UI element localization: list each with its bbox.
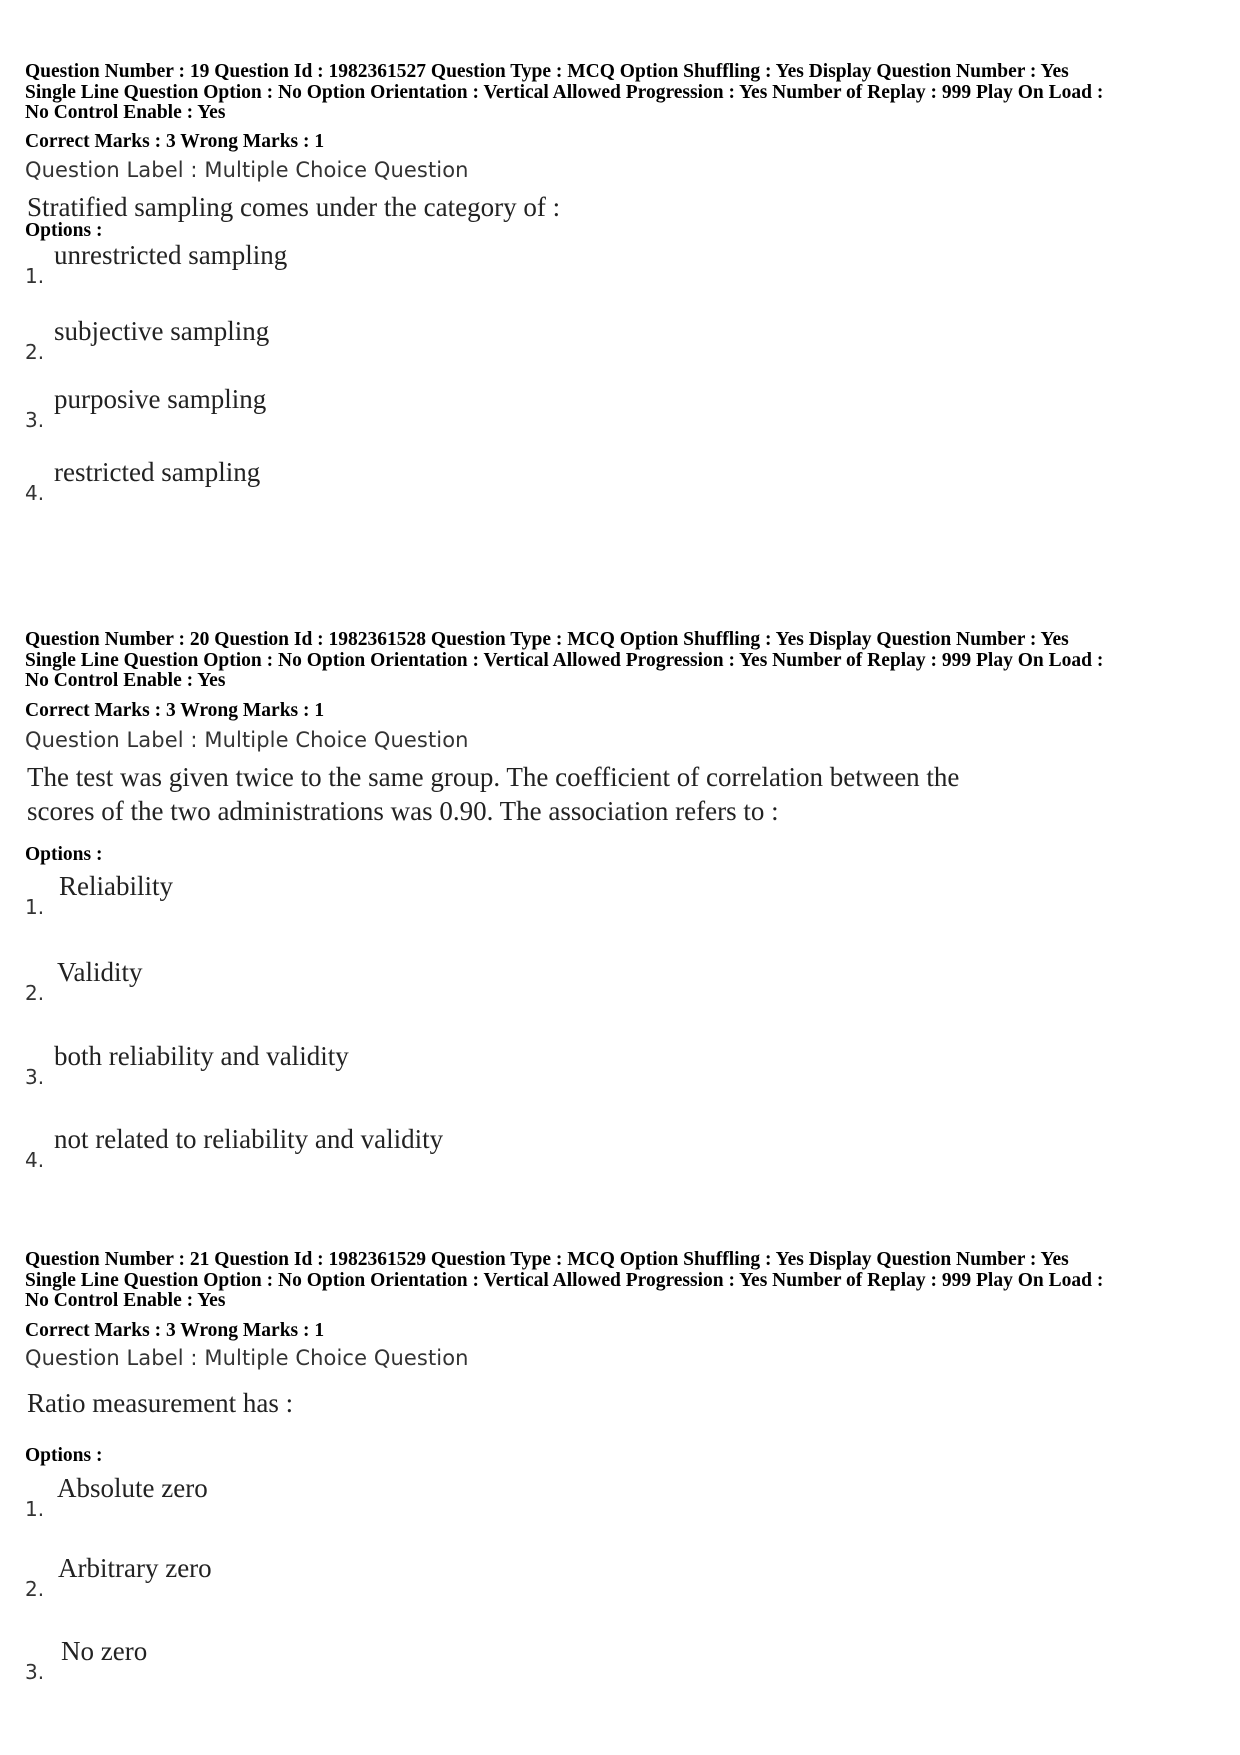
- question-text: [27, 190, 560, 224]
- option-1[interactable]: [25, 1473, 925, 1523]
- option-text: Reliability: [59, 871, 173, 901]
- question-text-line: Ratio measurement has :: [27, 1388, 294, 1418]
- question-label: Question Label : Multiple Choice Question: [25, 728, 469, 752]
- options-label: Options :: [25, 1445, 103, 1466]
- option-text: Absolute zero: [57, 1473, 208, 1503]
- option-text: Validity: [57, 957, 143, 987]
- option-number: 3.: [25, 1660, 45, 1684]
- meta-line: Question Number : 21 Question Id : 1982361529 Question Type : MCQ Option Shuffling : Yes Display Question Number : Yes: [25, 1249, 1069, 1270]
- option-number: 4.: [25, 481, 45, 505]
- question-text: [27, 1386, 293, 1420]
- option-1[interactable]: [25, 871, 925, 921]
- option-3[interactable]: [25, 384, 925, 434]
- question-block-19: [25, 61, 1220, 505]
- question-marks: Correct Marks : 3 Wrong Marks : 1: [25, 131, 325, 152]
- option-4[interactable]: [25, 457, 925, 507]
- meta-line: Single Line Question Option : No Option Orientation : Vertical Allowed Progression : Yes Number of Replay : 999 Play On Load :: [25, 81, 1104, 103]
- option-2[interactable]: [25, 957, 925, 1007]
- meta-line: Question Number : 20 Question Id : 1982361528 Question Type : MCQ Option Shuffling : Yes Display Question Number : Yes: [25, 629, 1069, 650]
- option-number: 3.: [25, 408, 45, 432]
- question-marks: Correct Marks : 3 Wrong Marks : 1: [25, 1320, 325, 1341]
- question-text-line: The test was given twice to the same group. The coefficient of correlation between the: [27, 762, 960, 792]
- option-text: both reliability and validity: [54, 1041, 349, 1071]
- option-text: unrestricted sampling: [54, 240, 288, 270]
- option-4[interactable]: [25, 1124, 925, 1174]
- option-text: purposive sampling: [54, 384, 267, 414]
- meta-line: No Control Enable : Yes: [25, 102, 226, 123]
- option-2[interactable]: [25, 316, 925, 366]
- option-number: 1.: [25, 264, 45, 288]
- question-text-line: scores of the two administrations was 0.90. The association refers to :: [27, 796, 779, 826]
- meta-line: Single Line Question Option : No Option Orientation : Vertical Allowed Progression : Yes Number of Replay : 999 Play On Load :: [25, 1269, 1104, 1291]
- option-number: 3.: [25, 1065, 45, 1089]
- option-number: 4.: [25, 1148, 45, 1172]
- meta-line: No Control Enable : Yes: [25, 1290, 226, 1311]
- options-label: Options :: [25, 844, 103, 865]
- option-2[interactable]: [25, 1553, 925, 1603]
- option-number: 2.: [25, 340, 45, 364]
- option-text: No zero: [61, 1636, 148, 1666]
- question-block-21: [25, 1249, 1220, 1684]
- option-text: not related to reliability and validity: [54, 1124, 444, 1154]
- question-meta: [25, 62, 1220, 124]
- option-text: Arbitrary zero: [58, 1553, 212, 1583]
- meta-line: No Control Enable : Yes: [25, 670, 226, 691]
- question-text-line: Stratified sampling comes under the category of :: [27, 192, 561, 222]
- option-1[interactable]: [25, 240, 925, 290]
- option-number: 2.: [25, 981, 45, 1005]
- option-3[interactable]: [25, 1041, 925, 1091]
- option-3[interactable]: [25, 1636, 925, 1686]
- meta-line: Question Number : 19 Question Id : 1982361527 Question Type : MCQ Option Shuffling : Yes Display Question Number : Yes: [25, 61, 1069, 82]
- option-number: 2.: [25, 1577, 45, 1601]
- option-number: 1.: [25, 895, 45, 919]
- meta-line: Single Line Question Option : No Option Orientation : Vertical Allowed Progression : Yes Number of Replay : 999 Play On Load :: [25, 649, 1104, 671]
- question-block-20: [25, 629, 1220, 1172]
- option-number: 1.: [25, 1497, 45, 1521]
- question-meta: [25, 630, 1220, 692]
- question-marks: Correct Marks : 3 Wrong Marks : 1: [25, 700, 325, 721]
- options-label: Options :: [25, 220, 103, 241]
- question-label: Question Label : Multiple Choice Question: [25, 158, 469, 182]
- question-text: [27, 760, 959, 828]
- question-meta: [25, 1250, 1220, 1312]
- option-text: restricted sampling: [54, 457, 261, 487]
- question-label: Question Label : Multiple Choice Question: [25, 1346, 469, 1370]
- option-text: subjective sampling: [54, 316, 270, 346]
